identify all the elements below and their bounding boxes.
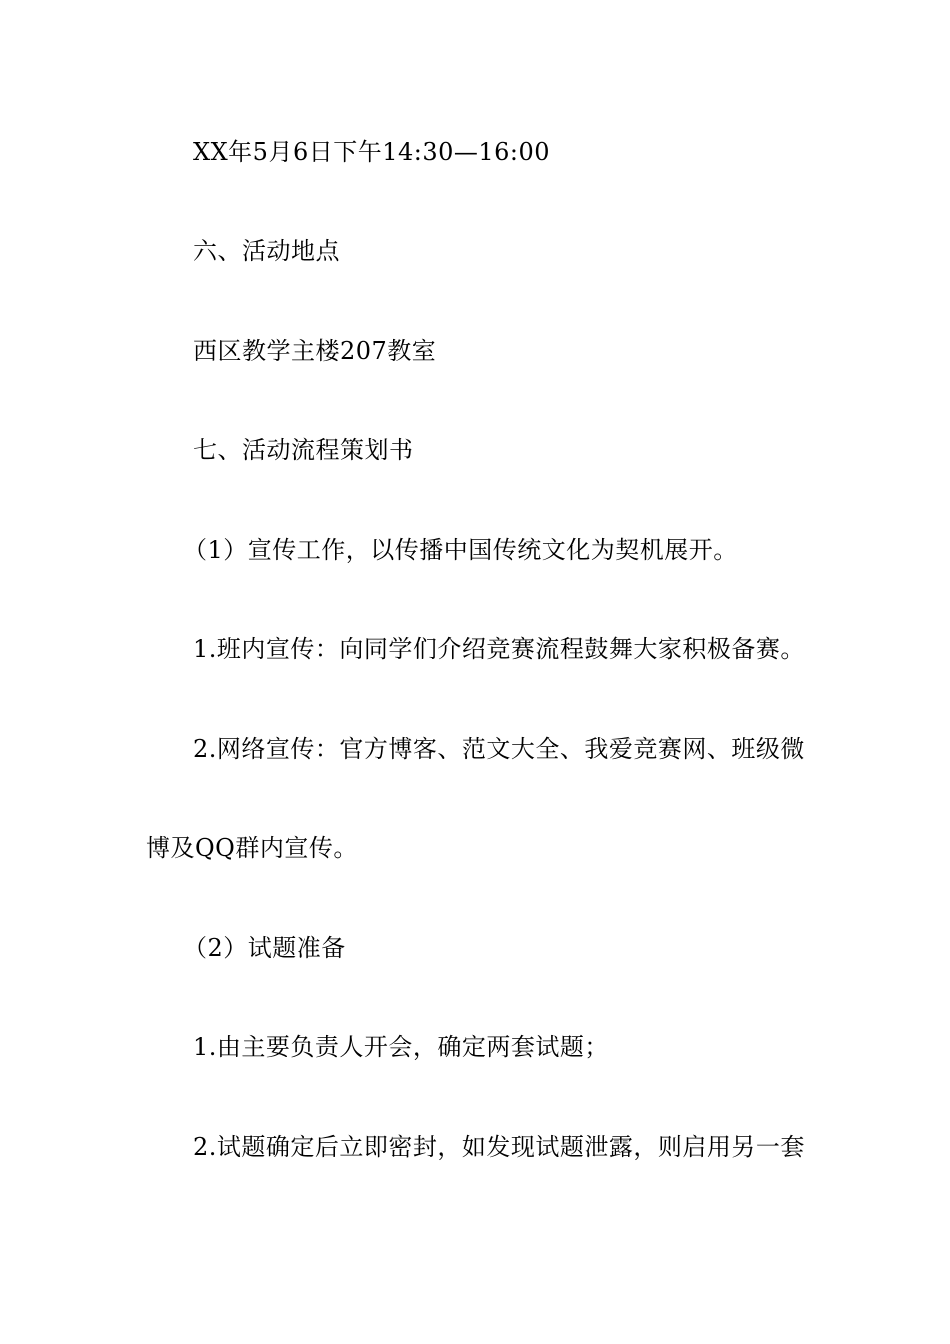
activity-time-text: XX年5月6日下午14:30—16:00 bbox=[193, 138, 551, 166]
paragraph-class-publicity: 1.班内宣传：向同学们介绍竞赛流程鼓舞大家积极备赛。 bbox=[193, 635, 805, 663]
section-heading-location: 六、活动地点 bbox=[193, 237, 340, 265]
activity-location-text: 西区教学主楼207教室 bbox=[193, 337, 437, 365]
section-heading-process: 七、活动流程策划书 bbox=[193, 436, 414, 464]
subsection-publicity: （1）宣传工作，以传播中国传统文化为契机展开。 bbox=[183, 536, 738, 564]
paragraph-online-publicity: 2.网络宣传：官方博客、范文大全、我爱竞赛网、班级微 bbox=[193, 735, 805, 763]
paragraph-exam-sealing: 2.试题确定后立即密封，如发现试题泄露，则启用另一套 bbox=[193, 1133, 805, 1161]
paragraph-online-publicity-continued: 博及QQ群内宣传。 bbox=[146, 834, 358, 862]
paragraph-exam-meeting: 1.由主要负责人开会，确定两套试题； bbox=[193, 1033, 609, 1061]
subsection-exam-preparation: （2）试题准备 bbox=[183, 934, 346, 962]
